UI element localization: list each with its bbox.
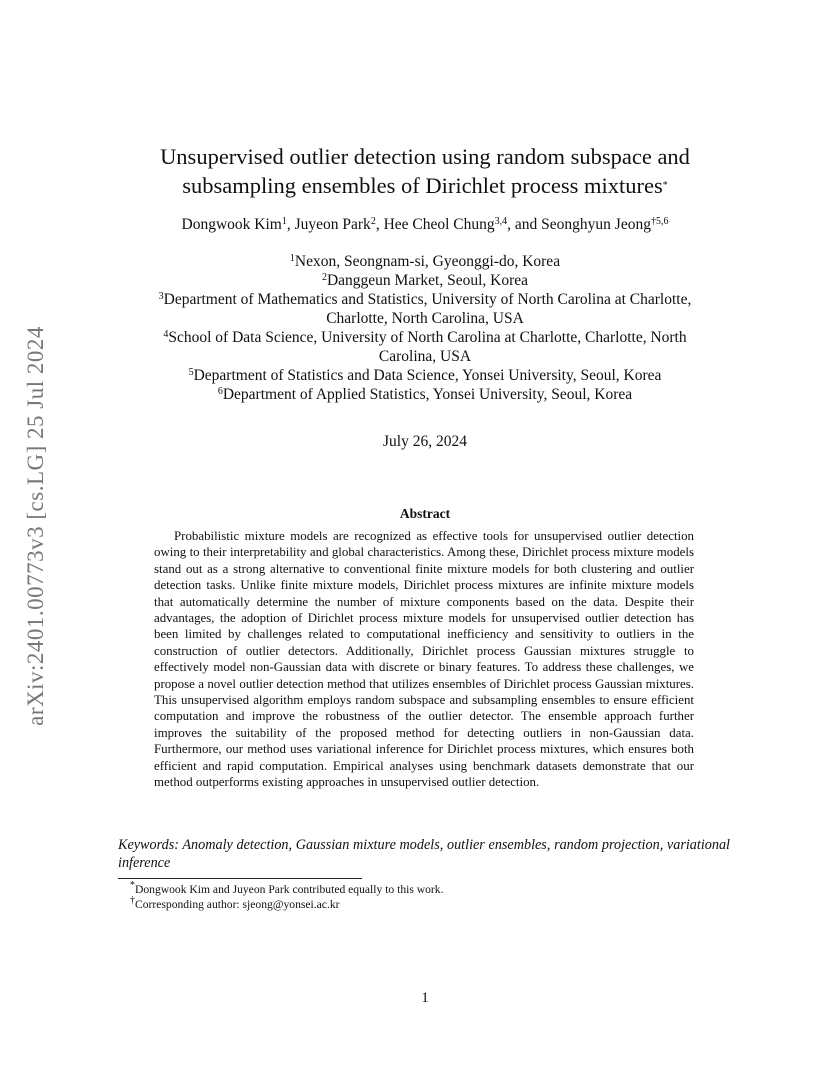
abstract-text: Probabilistic mixture models are recognized as effective tools for unsupervised outlier detection owing to their interpretability and global characteristics. Among these, Dirichlet process mixture models stand out as a strong alternative to conventional finite mixture models for both clustering and outlier detection tasks. Unlike finite mixture models, Dirichlet process mixtures are infinite mixture models that automatically determine the number of mixture components based on the data. Despite their advantages, the adoption of Dirichlet process mixture models for unsupervised outlier detection has been limited by challenges related to computational inefficiency and sensitivity to outliers in the construction of outlier detectors. Additionally, Dirichlet process Gaussian mixtures struggle to effectively model non-Gaussian data with discrete or binary features. To address these challenges, we propose a novel outlier detection method that utilizes ensembles of Dirichlet process Gaussian mixtures. This unsupervised algorithm employs random subspace and subsampling ensembles to ensure efficient computation and improve the robustness of the outlier detector. The ensemble approach further improves the suitability of the proposed method for detecting outliers in non-Gaussian data. Furthermore, our method uses variational inference for Dirichlet process mixtures, which ensures both efficient and rapid computation. Empirical analyses using benchmark datasets demonstrate that our method outperforms existing approaches in unsupervised outlier detection. <box>154 529 694 790</box>
footnotes <box>130 882 730 912</box>
title-footnote-marker: * <box>662 180 668 191</box>
author: Dongwook Kim$^1$ <box>181 216 287 233</box>
affiliation: $^6$Department of Applied Statistics, Yonsei University, Seoul, Korea <box>217 386 633 403</box>
affiliation: $^1$Nexon, Seongnam-si, Gyeonggi-do, Korea <box>289 253 561 270</box>
title-line-1: Unsupervised outlier detection using random subspace and <box>160 144 690 169</box>
keywords-list: Anomaly detection, Gaussian mixture models, outlier ensembles, random projection, variational inference <box>118 837 730 871</box>
abstract-heading: Abstract <box>399 506 451 521</box>
arxiv-sidebar-stamp <box>16 296 56 756</box>
affiliation: $^3$Department of Mathematics and Statistics, University of North Carolina at Charlotte, <box>158 291 692 308</box>
author: Hee Cheol Chung$^{3,4}$ <box>383 216 508 233</box>
paper-title <box>120 142 730 200</box>
affiliation-continuation: Carolina, USA <box>378 348 472 365</box>
page-number: 1 <box>421 990 429 1006</box>
author: Juyeon Park$^2$ <box>294 216 376 233</box>
affiliation: $^4$School of Data Science, University of North Carolina at Charlotte, Charlotte, North <box>163 329 687 346</box>
footnote-divider <box>118 878 362 879</box>
footnote: †Corresponding author: sjeong@yonsei.ac.kr <box>130 895 340 911</box>
publication-date: July 26, 2024 <box>383 433 467 450</box>
keywords <box>118 836 730 872</box>
footnote: *Dongwook Kim and Juyeon Park contributed equally to this work. <box>130 880 444 896</box>
keywords-label: Keywords: <box>118 837 179 853</box>
title-line-2: subsampling ensembles of Dirichlet process mixtures* <box>182 173 668 198</box>
author: Seonghyun Jeong$^{\dagger 5,6}$ <box>541 216 669 233</box>
arxiv-identifier: arXiv:2401.00773v3 [cs.LG] 25 Jul 2024 <box>23 326 48 726</box>
author-list: Dongwook Kim$^1$, Juyeon Park$^2$, Hee Cheol Chung$^{3,4}$, and Seonghyun Jeong$^{\dagger 5,6}$ <box>181 216 669 233</box>
affiliation: $^2$Danggeun Market, Seoul, Korea <box>321 272 528 289</box>
affiliation-continuation: Charlotte, North Carolina, USA <box>326 310 524 327</box>
affiliation-list <box>110 252 740 404</box>
affiliation: $^5$Department of Statistics and Data Science, Yonsei University, Seoul, Korea <box>188 367 662 384</box>
